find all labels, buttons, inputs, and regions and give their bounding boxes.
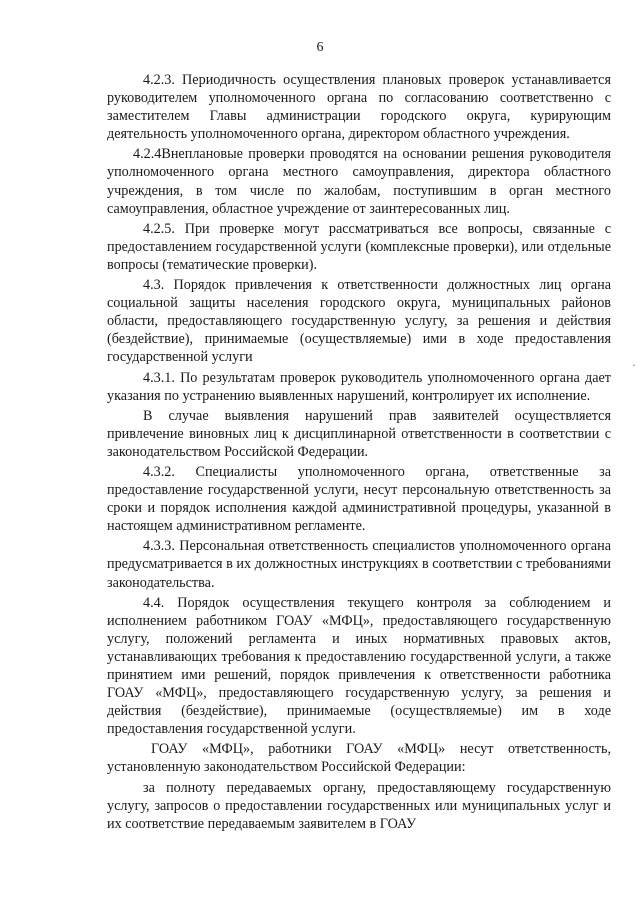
paragraph-4-2-4: 4.2.4Внеплановые проверки проводятся на основании решения руководителя уполномоченного органа местного самоуправления, директора областного учреждения, в том числе по жалобам, поступившим в орган местного самоуправления, областное учреждение от заинтересованных лиц. xyxy=(107,146,611,217)
document-body xyxy=(107,71,611,835)
paragraph-completeness: за полноту передаваемых органу, предоставляющему государственную услугу, запросов о предоставлении государственных или муниципальных услуг и их соответствие передаваемым заявителем в ГОАУ xyxy=(107,779,611,832)
page-number: 6 xyxy=(316,40,324,55)
paragraph-4-4: 4.4. Порядок осуществления текущего контроля за соблюдением и исполнением работником ГОАУ «МФЦ», предоставляющего государственную услугу, положений регламента и иных нормативных правовых актов, устанавливающих требования к предоставлению государственной услуги, а также принятием ими решений, порядок привлечения к ответственности работника ГОАУ «МФЦ», предоставляющего государственную услугу, за решения и действия (бездействие), принимаемые (осуществляемые) им в ходе предоставления государственной услуги. xyxy=(107,594,611,738)
paragraph-4-2-5: 4.2.5. При проверке могут рассматриваться все вопросы, связанные с предоставлением государственной услуги (комплексные проверки), или отдельные вопросы (тематические проверки). xyxy=(107,220,611,273)
paragraph-violations: В случае выявления нарушений прав заявителей осуществляется привлечение виновных лиц к дисциплинарной ответственности в соответствии с законодательством Российской Федерации. xyxy=(107,407,611,460)
paragraph-4-3: 4.3. Порядок привлечения к ответственности должностных лиц органа социальной защиты населения городского округа, муниципальных районов области, предоставляющего государственную услугу, за решения и действия (бездействие), принимаемые (осуществляемые) ими в ходе предоставления государственной услуги xyxy=(107,277,611,366)
paragraph-goau-responsibility: ГОАУ «МФЦ», работники ГОАУ «МФЦ» несут ответственность, установленную законодательством Российской Федерации: xyxy=(107,741,611,776)
paragraph-4-3-1: 4.3.1. По результатам проверок руководитель уполномоченного органа дает указания по устранению выявленных нарушений, контролирует их исполнение. xyxy=(107,369,611,404)
paragraph-4-2-3: 4.2.3. Периодичность осуществления плановых проверок устанавливается руководителем уполномоченного органа по согласованию соответственно с заместителем Главы администрации городского округа, курирующим деятельность уполномоченного органа, директором областного учреждения. xyxy=(107,72,611,143)
paragraph-4-3-2: 4.3.2. Специалисты уполномоченного органа, ответственные за предоставление государственной услуги, несут персональную ответственность за сроки и порядок исполнения каждой административной процедуры, указанной в настоящем административном регламенте. xyxy=(107,463,611,535)
margin-mark: · xyxy=(632,358,636,372)
paragraph-4-3-3: 4.3.3. Персональная ответственность специалистов уполномоченного органа предусматривается в их должностных инструкциях в соответствии с требованиями законодательства. xyxy=(107,538,611,591)
